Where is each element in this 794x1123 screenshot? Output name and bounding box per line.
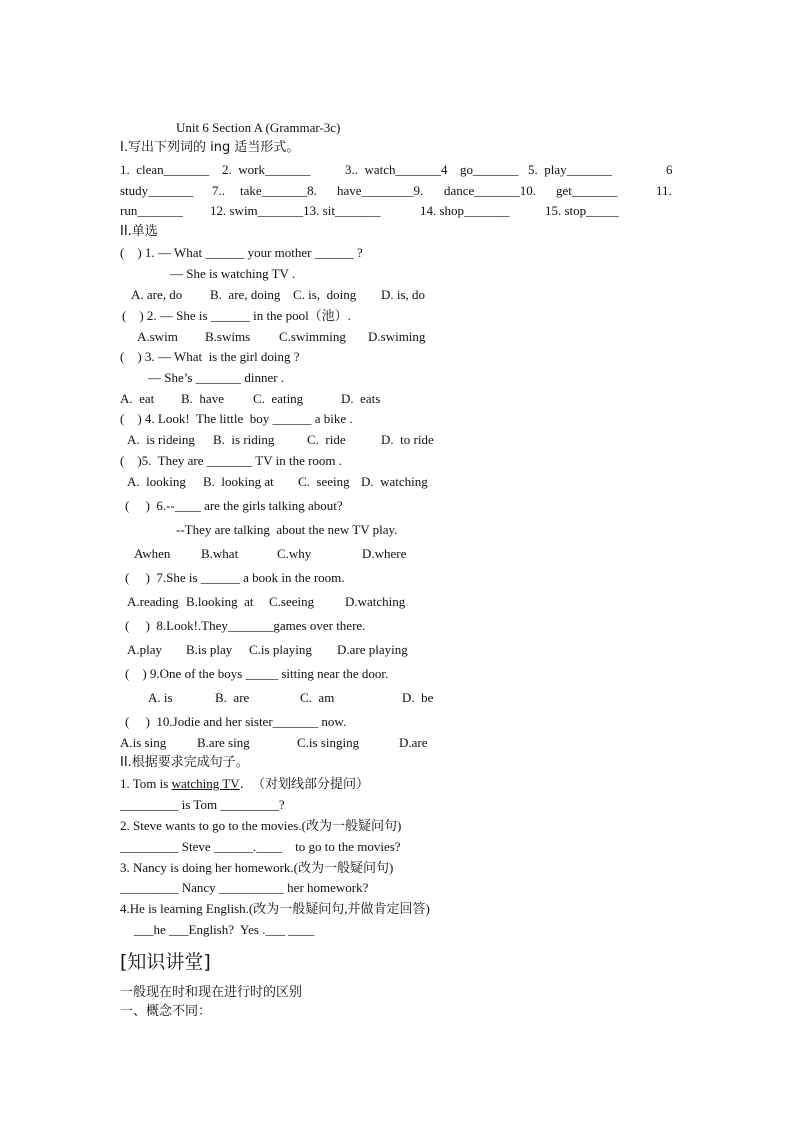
word-item: dance_______10. bbox=[444, 183, 537, 198]
word-item: 2. work_______ bbox=[222, 162, 311, 177]
q3-option-d: D. eats bbox=[341, 391, 381, 406]
q7-option-d: D.watching bbox=[345, 594, 406, 609]
part2-heading: II.单选 bbox=[120, 224, 158, 239]
q9-option-c: C. am bbox=[300, 690, 335, 705]
q1-reply: — She is watching TV . bbox=[170, 266, 296, 281]
q8-stem: ( ) 8.Look!.They_______games over there. bbox=[125, 618, 366, 633]
q5-option-b: B. looking at bbox=[203, 474, 274, 489]
knowledge-heading: [知识讲堂] bbox=[120, 951, 211, 973]
q10-option-b: B.are sing bbox=[197, 735, 250, 750]
knowledge-line-1: 一般现在时和现在进行时的区别 bbox=[120, 985, 303, 1000]
word-item: 6 bbox=[666, 162, 673, 177]
q5-option-a: A. looking bbox=[127, 474, 186, 489]
word-item: 1. clean_______ bbox=[120, 162, 210, 177]
q1-stem: ( ) 1. — What ______ your mother ______ ? bbox=[120, 245, 363, 260]
q5-option-d: D. watching bbox=[361, 474, 428, 489]
q7-option-b: B.looking at bbox=[186, 594, 254, 609]
q3-reply: — She’s _______ dinner . bbox=[148, 370, 285, 385]
q5-stem: ( )5. They are _______ TV in the room . bbox=[120, 453, 343, 468]
word-item: get_______ bbox=[556, 183, 618, 198]
sentence-1-pre: 1. Tom is bbox=[120, 776, 172, 791]
q4-option-a: A. is rideing bbox=[127, 432, 195, 447]
sentence-1 bbox=[120, 776, 369, 793]
q2-stem: ( ) 2. — She is ______ in the pool（池）. bbox=[122, 308, 351, 323]
q4-stem: ( ) 4. Look! The little boy ______ a bike . bbox=[120, 411, 353, 426]
word-item: 3.. watch_______4 bbox=[345, 162, 448, 177]
q5-option-c: C. seeing bbox=[298, 474, 350, 489]
word-item: study_______ bbox=[120, 183, 194, 198]
sentence-1-underlined: watching TV bbox=[171, 776, 240, 791]
q3-option-c: C. eating bbox=[253, 391, 304, 406]
q1-option-d: D. is, do bbox=[381, 287, 426, 302]
q1-option-a: A. are, do bbox=[131, 287, 183, 302]
knowledge-line-2: 一、概念不同： bbox=[120, 1004, 212, 1019]
q10-stem: ( ) 10.Jodie and her sister_______ now. bbox=[125, 714, 347, 729]
q10-option-d: D.are bbox=[399, 735, 428, 750]
q6-reply: --They are talking about the new TV play. bbox=[176, 522, 398, 537]
word-item: 7.. bbox=[212, 183, 225, 198]
word-item: 15. stop_____ bbox=[545, 203, 619, 218]
q10-option-c: C.is singing bbox=[297, 735, 360, 750]
word-item: run_______ bbox=[120, 203, 183, 218]
q4-option-b: B. is riding bbox=[213, 432, 275, 447]
worksheet-title: Unit 6 Section A (Grammar-3c) bbox=[176, 120, 341, 135]
part1-heading: I.写出下列词的 ing 适当形式。 bbox=[120, 140, 300, 155]
q8-option-b: B.is play bbox=[186, 642, 233, 657]
word-item: 5. play_______ bbox=[528, 162, 613, 177]
q9-option-b: B. are bbox=[215, 690, 250, 705]
q1-option-c: C. is, doing bbox=[293, 287, 357, 302]
q10-option-a: A.is sing bbox=[120, 735, 167, 750]
q8-option-d: D.are playing bbox=[337, 642, 408, 657]
sentence-2: 2. Steve wants to go to the movies.(改为一般疑问句) bbox=[120, 818, 402, 833]
q4-option-d: D. to ride bbox=[381, 432, 434, 447]
q2-option-d: D.swiming bbox=[368, 329, 426, 344]
q2-option-c: C.swimming bbox=[279, 329, 346, 344]
q2-option-a: A.swim bbox=[137, 329, 178, 344]
sentence-1-post: . （对划线部分提问） bbox=[239, 777, 369, 792]
q9-option-d: D. be bbox=[402, 690, 434, 705]
q9-option-a: A. is bbox=[148, 690, 173, 705]
q6-option-c: C.why bbox=[277, 546, 312, 561]
q7-option-a: A.reading bbox=[127, 594, 179, 609]
word-item: 14. shop_______ bbox=[420, 203, 510, 218]
sentence-3: 3. Nancy is doing her homework.(改为一般疑问句) bbox=[120, 860, 394, 875]
sentence-1-answer: _________ is Tom _________? bbox=[120, 797, 285, 812]
word-item: 11. bbox=[656, 183, 672, 198]
q6-option-b: B.what bbox=[201, 546, 239, 561]
q7-stem: ( ) 7.She is ______ a book in the room. bbox=[125, 570, 345, 585]
word-item: go_______ bbox=[460, 162, 519, 177]
q2-option-b: B.swims bbox=[205, 329, 251, 344]
q3-option-b: B. have bbox=[181, 391, 224, 406]
sentence-3-answer: _________ Nancy __________ her homework? bbox=[120, 880, 369, 895]
q7-option-c: C.seeing bbox=[269, 594, 315, 609]
q6-option-d: D.where bbox=[362, 546, 407, 561]
q8-option-c: C.is playing bbox=[249, 642, 312, 657]
q9-stem: ( ) 9.One of the boys _____ sitting near the door. bbox=[125, 666, 389, 681]
q8-option-a: A.play bbox=[127, 642, 163, 657]
word-item: have________9. bbox=[337, 183, 424, 198]
word-item: take_______8. bbox=[240, 183, 317, 198]
q3-option-a: A. eat bbox=[120, 391, 155, 406]
sentence-4: 4.He is learning English.(改为一般疑问句,并做肯定回答) bbox=[120, 901, 430, 916]
sentence-4-answer: ___he ___English? Yes .___ ____ bbox=[134, 922, 315, 937]
q6-stem: ( ) 6.--____ are the girls talking about? bbox=[125, 498, 343, 513]
sentence-2-answer: _________ Steve ______.____ to go to the movies? bbox=[120, 839, 401, 854]
word-item: 12. swim_______13. sit_______ bbox=[210, 203, 381, 218]
q6-option-a: Awhen bbox=[134, 546, 171, 561]
q1-option-b: B. are, doing bbox=[210, 287, 281, 302]
part3-heading: II.根据要求完成句子。 bbox=[120, 755, 249, 770]
q3-stem: ( ) 3. — What is the girl doing ? bbox=[120, 349, 300, 364]
q4-option-c: C. ride bbox=[307, 432, 346, 447]
